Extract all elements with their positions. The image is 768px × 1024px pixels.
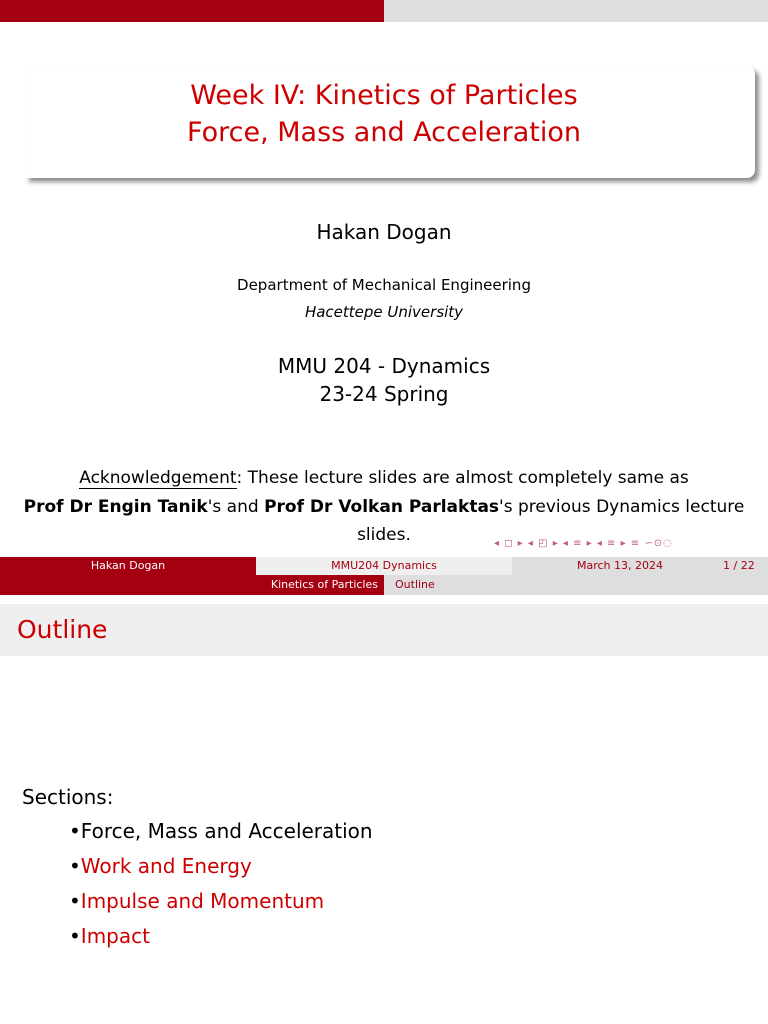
header-bar-left bbox=[0, 0, 384, 22]
section-nav-current-section[interactable]: Kinetics of Particles bbox=[270, 578, 378, 591]
list-item-link[interactable]: Impulse and Momentum bbox=[80, 889, 325, 913]
acknowledgement-label: Acknowledgement bbox=[79, 468, 237, 488]
course-name: MMU 204 - Dynamics bbox=[277, 354, 491, 378]
slide-title-line1: Week IV: Kinetics of Particles bbox=[190, 80, 578, 111]
footer-date-page bbox=[512, 557, 768, 575]
university: Hacettepe University bbox=[304, 303, 464, 321]
frame-title-bar bbox=[0, 604, 768, 656]
list-item[interactable]: •Work and Energy bbox=[69, 854, 252, 878]
term: 23-24 Spring bbox=[319, 382, 449, 406]
acknowledgement-line1: Acknowledgement: These lecture slides are almost completely same as bbox=[79, 468, 689, 488]
author-name: Hakan Dogan bbox=[316, 220, 452, 244]
acknowledgement-line2: Prof Dr Engin Tanik's and Prof Dr Volkan Parlaktas's previous Dynamics lecture bbox=[23, 497, 745, 517]
footer-course: MMU204 Dynamics bbox=[256, 557, 512, 575]
navigation-icons[interactable]: ◂ ◻ ▸ ◂ ◰ ▸ ◂ ≡ ▸ ◂ ≡ ▸ ≡ ∽⊙◌ bbox=[494, 538, 673, 549]
frame-title: Outline bbox=[17, 615, 108, 644]
list-item[interactable]: •Impulse and Momentum bbox=[69, 889, 325, 913]
sections-label: Sections: bbox=[22, 785, 114, 809]
section-nav-bar bbox=[0, 575, 768, 595]
section-nav-subsection[interactable]: Outline bbox=[395, 578, 435, 591]
acknowledgement-name2: Prof Dr Volkan Parlaktas bbox=[264, 497, 500, 517]
acknowledgement-name1: Prof Dr Engin Tanik bbox=[23, 497, 208, 517]
acknowledgement-line3: slides. bbox=[357, 525, 411, 545]
footer-date: March 13, 2024 bbox=[577, 559, 664, 572]
list-item-label: Force, Mass and Acceleration bbox=[80, 819, 373, 843]
footer-page-number: 1 / 22 bbox=[723, 559, 755, 572]
footer-bar bbox=[0, 557, 768, 575]
list-item[interactable]: •Impact bbox=[69, 924, 150, 948]
list-item-link[interactable]: Work and Energy bbox=[80, 854, 252, 878]
list-item: •Force, Mass and Acceleration bbox=[69, 819, 373, 843]
list-item-link[interactable]: Impact bbox=[80, 924, 150, 948]
slide-title-line2: Force, Mass and Acceleration bbox=[187, 117, 581, 148]
department: Department of Mechanical Engineering bbox=[237, 276, 531, 294]
footer-author: Hakan Dogan bbox=[0, 557, 256, 575]
header-bar-right bbox=[384, 0, 768, 22]
